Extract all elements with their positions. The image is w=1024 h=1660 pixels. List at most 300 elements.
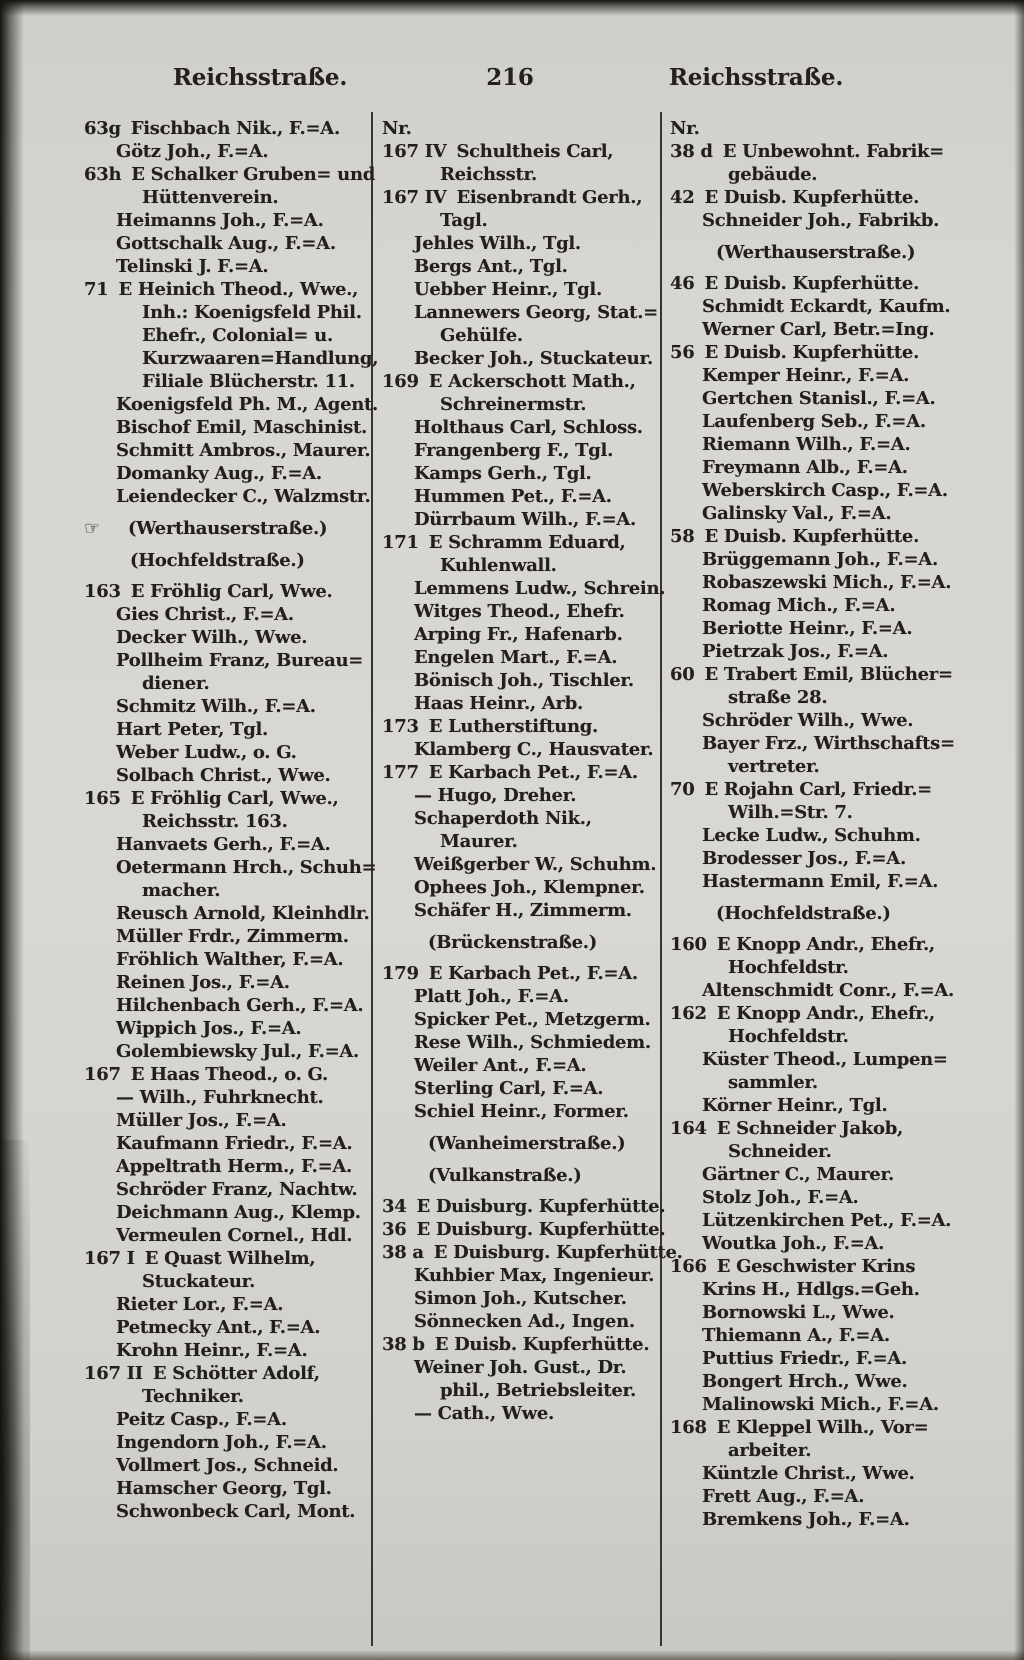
resident-line	[382, 1402, 658, 1425]
resident-line	[670, 1278, 968, 1301]
line-text: Peitz Casp., F.=A.	[116, 1409, 287, 1430]
resident-line	[84, 1431, 370, 1454]
line-text: Bergs Ant., Tgl.	[414, 256, 568, 277]
line-text: Domanky Aug., F.=A.	[116, 463, 322, 484]
house-number: 177	[382, 762, 419, 783]
line-text: arbeiter.	[728, 1440, 812, 1461]
resident-line	[84, 462, 370, 485]
resident-line	[84, 255, 370, 278]
resident-line	[382, 830, 658, 853]
line-text: Reichsstr.	[440, 164, 537, 185]
resident-line	[670, 1485, 968, 1508]
line-text: Küntzle Christ., Wwe.	[702, 1463, 915, 1484]
entry-line	[382, 531, 658, 554]
manicule-icon: ☞	[84, 518, 100, 539]
line-text: Woutka Joh., F.=A.	[702, 1233, 885, 1254]
house-number: 167 IV	[382, 187, 447, 208]
line-text: E Rojahn Carl, Friedr.=	[704, 779, 932, 800]
resident-line	[382, 554, 658, 577]
resident-line	[84, 1316, 370, 1339]
house-number: 38 b	[382, 1334, 425, 1355]
line-text: Reusch Arnold, Kleinhdlr.	[116, 903, 370, 924]
line-text: (Vulkanstraße.)	[428, 1165, 582, 1186]
house-number: 169	[382, 371, 419, 392]
resident-line	[382, 1077, 658, 1100]
resident-line	[84, 439, 370, 462]
line-text: Nr.	[382, 118, 412, 139]
entry-line	[670, 1117, 968, 1140]
resident-line	[670, 732, 968, 755]
line-text: Decker Wilh., Wwe.	[116, 627, 308, 648]
resident-line	[670, 1347, 968, 1370]
line-text: E Schramm Eduard,	[428, 532, 626, 553]
resident-line	[84, 140, 370, 163]
resident-line	[670, 847, 968, 870]
resident-line	[670, 824, 968, 847]
line-text: Küster Theod., Lumpen=	[702, 1049, 948, 1070]
resident-line	[670, 594, 968, 617]
line-text: sammler.	[728, 1072, 818, 1093]
house-number: 171	[382, 532, 419, 553]
line-text: Appeltrath Herm., F.=A.	[116, 1156, 352, 1177]
directory-column-3	[670, 117, 968, 1531]
line-text: Filiale Blücherstr. 11.	[142, 371, 355, 392]
resident-line	[670, 956, 968, 979]
line-text: Petmecky Ant., F.=A.	[116, 1317, 321, 1338]
line-text: Techniker.	[142, 1386, 244, 1407]
house-number: 56	[670, 342, 695, 363]
resident-line	[670, 617, 968, 640]
line-text: Hochfeldstr.	[728, 957, 849, 978]
resident-line	[382, 1310, 658, 1333]
line-text: Wilh.=Str. 7.	[728, 802, 853, 823]
line-text: Engelen Mart., F.=A.	[414, 647, 618, 668]
resident-line	[84, 695, 370, 718]
house-number: 70	[670, 779, 695, 800]
resident-line	[84, 833, 370, 856]
line-text: vertreter.	[728, 756, 820, 777]
line-text: Solbach Christ., Wwe.	[116, 765, 331, 786]
line-text: Schmitt Ambros., Maurer.	[116, 440, 371, 461]
line-text: Nr.	[670, 118, 700, 139]
resident-line	[670, 1209, 968, 1232]
resident-line	[84, 1017, 370, 1040]
line-text: (Hochfeldstraße.)	[716, 903, 891, 924]
house-number: 63g	[84, 118, 121, 139]
line-text: Deichmann Aug., Klemp.	[116, 1202, 361, 1223]
resident-line	[670, 502, 968, 525]
line-text: Altenschmidt Conr., F.=A.	[702, 980, 954, 1001]
resident-line	[670, 1370, 968, 1393]
line-text: Hanvaets Gerh., F.=A.	[116, 834, 331, 855]
line-text: E Haas Theod., o. G.	[130, 1064, 328, 1085]
resident-line	[382, 899, 658, 922]
line-text: (Brückenstraße.)	[428, 932, 597, 953]
line-text: E Duisb. Kupferhütte.	[704, 187, 920, 208]
resident-line	[382, 600, 658, 623]
resident-line	[670, 318, 968, 341]
resident-line	[670, 1094, 968, 1117]
line-text: Fischbach Nik., F.=A.	[130, 118, 340, 139]
resident-line	[670, 870, 968, 893]
resident-line	[382, 324, 658, 347]
column-rule-1	[371, 112, 373, 1646]
column-rule-2	[660, 112, 662, 1646]
resident-line	[670, 1186, 968, 1209]
line-text: E Duisb. Kupferhütte.	[704, 273, 920, 294]
line-text: Brüggemann Joh., F.=A.	[702, 549, 938, 570]
line-text: Kurzwaaren=Handlung,	[142, 348, 379, 369]
resident-line	[670, 1324, 968, 1347]
resident-line	[84, 1040, 370, 1063]
resident-line	[382, 232, 658, 255]
line-text: (Wanheimerstraße.)	[428, 1133, 626, 1154]
line-text: E Duisburg. Kupferhütte.	[416, 1196, 666, 1217]
house-number: 46	[670, 273, 695, 294]
line-text: Schmidt Eckardt, Kaufm.	[702, 296, 951, 317]
resident-line	[670, 979, 968, 1002]
resident-line	[382, 577, 666, 600]
resident-line	[84, 1132, 370, 1155]
line-text: Gertchen Stanisl., F.=A.	[702, 388, 936, 409]
line-text: Schröder Franz, Nachtw.	[116, 1179, 358, 1200]
line-text: Laufenberg Seb., F.=A.	[702, 411, 926, 432]
line-text: Dürrbaum Wilh., F.=A.	[414, 509, 637, 530]
line-text: E Heinich Theod., Wwe.,	[118, 279, 359, 300]
line-text: Vermeulen Cornel., Hdl.	[116, 1225, 353, 1246]
line-text: Weißgerber W., Schuhm.	[414, 854, 657, 875]
resident-line	[84, 1109, 370, 1132]
line-text: Kemper Heinr., F.=A.	[702, 365, 910, 386]
line-text: Oetermann Hrch., Schuh=	[116, 857, 377, 878]
resident-line	[382, 255, 658, 278]
resident-line	[670, 1301, 968, 1324]
house-number: 166	[670, 1256, 707, 1277]
resident-line	[382, 985, 658, 1008]
resident-line	[84, 1385, 370, 1408]
line-text: E Schneider Jakob,	[716, 1118, 903, 1139]
line-text: Bischof Emil, Maschinist.	[116, 417, 367, 438]
street-heading	[84, 549, 370, 572]
entry-line	[84, 1063, 370, 1086]
resident-line	[84, 971, 370, 994]
line-text: Uebber Heinr., Tgl.	[414, 279, 602, 300]
street-heading	[382, 931, 658, 954]
resident-line	[84, 1270, 370, 1293]
resident-line	[84, 1086, 370, 1109]
resident-line	[670, 1025, 968, 1048]
line-text: Kuhbier Max, Ingenieur.	[414, 1265, 655, 1286]
resident-line	[382, 1008, 658, 1031]
resident-line	[670, 1393, 968, 1416]
resident-line	[84, 603, 370, 626]
line-text: Galinsky Val., F.=A.	[702, 503, 892, 524]
resident-line	[670, 1140, 968, 1163]
resident-line	[670, 364, 968, 387]
entry-line	[670, 186, 968, 209]
line-text: Schiel Heinr., Former.	[414, 1101, 629, 1122]
resident-line	[670, 548, 968, 571]
line-text: Pollheim Franz, Bureau=	[116, 650, 364, 671]
resident-line	[84, 485, 370, 508]
line-text: Wippich Jos., F.=A.	[116, 1018, 302, 1039]
entry-line	[670, 1002, 968, 1025]
scan-edge-left	[0, 0, 24, 1660]
line-text: (Werthauserstraße.)	[716, 242, 916, 263]
line-text: Gärtner C., Maurer.	[702, 1164, 894, 1185]
resident-line	[84, 764, 370, 787]
line-text: Becker Joh., Stuckateur.	[414, 348, 653, 369]
line-text: Krins H., Hdlgs.=Geh.	[702, 1279, 920, 1300]
line-text: Hastermann Emil, F.=A.	[702, 871, 939, 892]
entry-line	[382, 1333, 658, 1356]
resident-line	[382, 669, 658, 692]
line-text: Spicker Pet., Metzgerm.	[414, 1009, 651, 1030]
street-heading	[382, 1132, 658, 1155]
line-text: E Ackerschott Math.,	[428, 371, 636, 392]
resident-line	[382, 462, 658, 485]
line-text: Frett Aug., F.=A.	[702, 1486, 865, 1507]
line-text: E Fröhlig Carl, Wwe.,	[130, 788, 339, 809]
line-text: Brodesser Jos., F.=A.	[702, 848, 906, 869]
nr-column-label	[670, 117, 968, 140]
resident-line	[382, 347, 658, 370]
line-text: Werner Carl, Betr.=Ing.	[702, 319, 935, 340]
line-text: Romag Mich., F.=A.	[702, 595, 896, 616]
line-text: Eisenbrandt Gerh.,	[456, 187, 643, 208]
house-number: 63h	[84, 164, 122, 185]
entry-line	[84, 278, 370, 301]
directory-column-1	[84, 117, 379, 1523]
line-text: — Wilh., Fuhrknecht.	[116, 1087, 324, 1108]
line-text: Müller Jos., F.=A.	[116, 1110, 287, 1131]
resident-line	[382, 807, 658, 830]
entry-line	[84, 580, 370, 603]
line-text: Schaperdoth Nik.,	[414, 808, 592, 829]
line-text: Reichsstr. 163.	[142, 811, 288, 832]
line-text: E Karbach Pet., F.=A.	[428, 762, 638, 783]
line-text: Schröder Wilh., Wwe.	[702, 710, 914, 731]
line-text: Krohn Heinr., F.=A.	[116, 1340, 308, 1361]
house-number: 165	[84, 788, 121, 809]
house-number: 58	[670, 526, 695, 547]
line-text: Gies Christ., F.=A.	[116, 604, 294, 625]
entry-line	[84, 1247, 370, 1270]
resident-line	[670, 387, 968, 410]
resident-line	[84, 1477, 370, 1500]
resident-line	[670, 1232, 968, 1255]
entry-line	[670, 1255, 968, 1278]
entry-line	[382, 1241, 683, 1264]
resident-line	[382, 738, 658, 761]
resident-line	[382, 1031, 658, 1054]
entry-line	[670, 341, 968, 364]
line-text: E Unbewohnt. Fabrik=	[722, 141, 944, 162]
resident-line	[670, 1439, 968, 1462]
resident-line	[670, 640, 968, 663]
line-text: Frangenberg F., Tgl.	[414, 440, 614, 461]
line-text: Bönisch Joh., Tischler.	[414, 670, 634, 691]
page-number: 216	[486, 64, 534, 91]
entry-line	[84, 1362, 370, 1385]
entry-line	[382, 1195, 666, 1218]
line-text: Telinski J. F.=A.	[116, 256, 269, 277]
line-text: E Geschwister Krins	[716, 1256, 916, 1277]
line-text: E Trabert Emil, Blücher=	[704, 664, 953, 685]
line-text: Rieter Lor., F.=A.	[116, 1294, 284, 1315]
line-text: E Duisburg. Kupferhütte.	[416, 1219, 666, 1240]
resident-line	[84, 925, 370, 948]
entry-line	[382, 370, 658, 393]
resident-line	[84, 1454, 370, 1477]
entry-line	[382, 1218, 666, 1241]
line-text: E Duisburg. Kupferhütte.	[433, 1242, 683, 1263]
resident-line	[670, 433, 968, 456]
line-text: E Knopp Andr., Ehefr.,	[716, 934, 935, 955]
entry-line	[382, 140, 658, 163]
house-number: 167 II	[84, 1363, 143, 1384]
entry-line	[670, 1416, 968, 1439]
entry-line	[84, 163, 376, 186]
house-number: 36	[382, 1219, 407, 1240]
nr-column-label	[382, 117, 658, 140]
resident-line	[84, 1201, 370, 1224]
line-text: Koenigsfeld Ph. M., Agent.	[116, 394, 378, 415]
resident-line	[382, 692, 658, 715]
line-text: Bornowski L., Wwe.	[702, 1302, 895, 1323]
line-text: Stolz Joh., F.=A.	[702, 1187, 859, 1208]
resident-line	[670, 571, 968, 594]
street-heading	[670, 241, 968, 264]
entry-line	[382, 186, 658, 209]
line-text: Schäfer H., Zimmerm.	[414, 900, 632, 921]
resident-line	[84, 718, 370, 741]
line-text: Kaufmann Friedr., F.=A.	[116, 1133, 353, 1154]
line-text: Müller Frdr., Zimmerm.	[116, 926, 349, 947]
resident-line	[84, 1155, 370, 1178]
line-text: Ingendorn Joh., F.=A.	[116, 1432, 327, 1453]
resident-line	[84, 1500, 370, 1523]
line-text: Maurer.	[440, 831, 518, 852]
entry-line	[84, 117, 370, 140]
resident-line	[84, 232, 370, 255]
line-text: Hochfeldstr.	[728, 1026, 849, 1047]
line-text: Haas Heinr., Arb.	[414, 693, 583, 714]
line-text: phil., Betriebsleiter.	[440, 1380, 637, 1401]
scan-edge-bottom	[0, 1650, 1024, 1660]
line-text: Vollmert Jos., Schneid.	[116, 1455, 339, 1476]
resident-line	[84, 741, 370, 764]
resident-line	[382, 209, 658, 232]
resident-line	[84, 324, 370, 347]
line-text: Riemann Wilh., F.=A.	[702, 434, 911, 455]
line-text: — Hugo, Dreher.	[414, 785, 577, 806]
line-text: Weiler Ant., F.=A.	[414, 1055, 587, 1076]
resident-line	[84, 1408, 370, 1431]
entry-line	[84, 787, 370, 810]
resident-line	[670, 709, 968, 732]
street-heading	[382, 1164, 658, 1187]
resident-line	[670, 801, 968, 824]
house-number: 162	[670, 1003, 707, 1024]
house-number: 160	[670, 934, 707, 955]
house-number: 38 a	[382, 1242, 424, 1263]
resident-line	[382, 876, 658, 899]
resident-line	[670, 410, 968, 433]
resident-line	[84, 948, 370, 971]
line-text: Hamscher Georg, Tgl.	[116, 1478, 332, 1499]
resident-line	[670, 1163, 968, 1186]
line-text: Hilchenbach Gerh., F.=A.	[116, 995, 364, 1016]
entry-line	[670, 663, 968, 686]
resident-line	[382, 278, 658, 301]
line-text: Gottschalk Aug., F.=A.	[116, 233, 336, 254]
line-text: Sterling Carl, F.=A.	[414, 1078, 604, 1099]
line-text: Tagl.	[440, 210, 488, 231]
line-text: Puttius Friedr., F.=A.	[702, 1348, 907, 1369]
line-text: E Duisb. Kupferhütte.	[704, 526, 920, 547]
resident-line	[84, 370, 370, 393]
line-text: Weber Ludw., o. G.	[116, 742, 297, 763]
line-text: E Lutherstiftung.	[428, 716, 599, 737]
line-text: Ophees Joh., Klempner.	[414, 877, 645, 898]
line-text: diener.	[142, 673, 210, 694]
house-number: 164	[670, 1118, 707, 1139]
line-text: Robaszewski Mich., F.=A.	[702, 572, 952, 593]
line-text: Thiemann A., F.=A.	[702, 1325, 890, 1346]
line-text: E Schalker Gruben= und	[131, 164, 376, 185]
entry-line	[670, 525, 968, 548]
resident-line	[382, 1356, 658, 1379]
line-text: Bremkens Joh., F.=A.	[702, 1509, 910, 1530]
line-text: E Knopp Andr., Ehefr.,	[716, 1003, 935, 1024]
resident-line	[670, 295, 968, 318]
line-text: Leiendecker C., Walzmstr.	[116, 486, 371, 507]
line-text: Jehles Wilh., Tgl.	[414, 233, 581, 254]
resident-line	[670, 1071, 968, 1094]
line-text: Lützenkirchen Pet., F.=A.	[702, 1210, 952, 1231]
resident-line	[382, 1379, 658, 1402]
line-text: Hummen Pet., F.=A.	[414, 486, 612, 507]
line-text: Ehefr., Colonial= u.	[142, 325, 333, 346]
house-number: 167 IV	[382, 141, 447, 162]
line-text: Schneider Joh., Fabrikb.	[702, 210, 940, 231]
resident-line	[382, 416, 658, 439]
line-text: Schreinermstr.	[440, 394, 587, 415]
house-number: 42	[670, 187, 695, 208]
line-text: Bongert Hrch., Wwe.	[702, 1371, 908, 1392]
resident-line	[84, 810, 370, 833]
resident-line	[670, 1508, 968, 1531]
resident-line	[84, 856, 377, 879]
header-street-left: Reichsstraße.	[172, 64, 348, 91]
resident-line	[84, 393, 378, 416]
resident-line	[84, 416, 370, 439]
resident-line	[670, 209, 968, 232]
house-number: 34	[382, 1196, 407, 1217]
line-text: Schneider.	[728, 1141, 832, 1162]
line-text: macher.	[142, 880, 221, 901]
line-text: E Kleppel Wilh., Vor=	[716, 1417, 929, 1438]
resident-line	[670, 686, 968, 709]
line-text: Pietrzak Jos., F.=A.	[702, 641, 889, 662]
line-text: E Duisb. Kupferhütte.	[704, 342, 920, 363]
resident-line	[382, 393, 658, 416]
line-text: Schwonbeck Carl, Mont.	[116, 1501, 356, 1522]
house-number: 60	[670, 664, 695, 685]
line-text: Sönnecken Ad., Ingen.	[414, 1311, 635, 1332]
resident-line	[382, 1054, 658, 1077]
